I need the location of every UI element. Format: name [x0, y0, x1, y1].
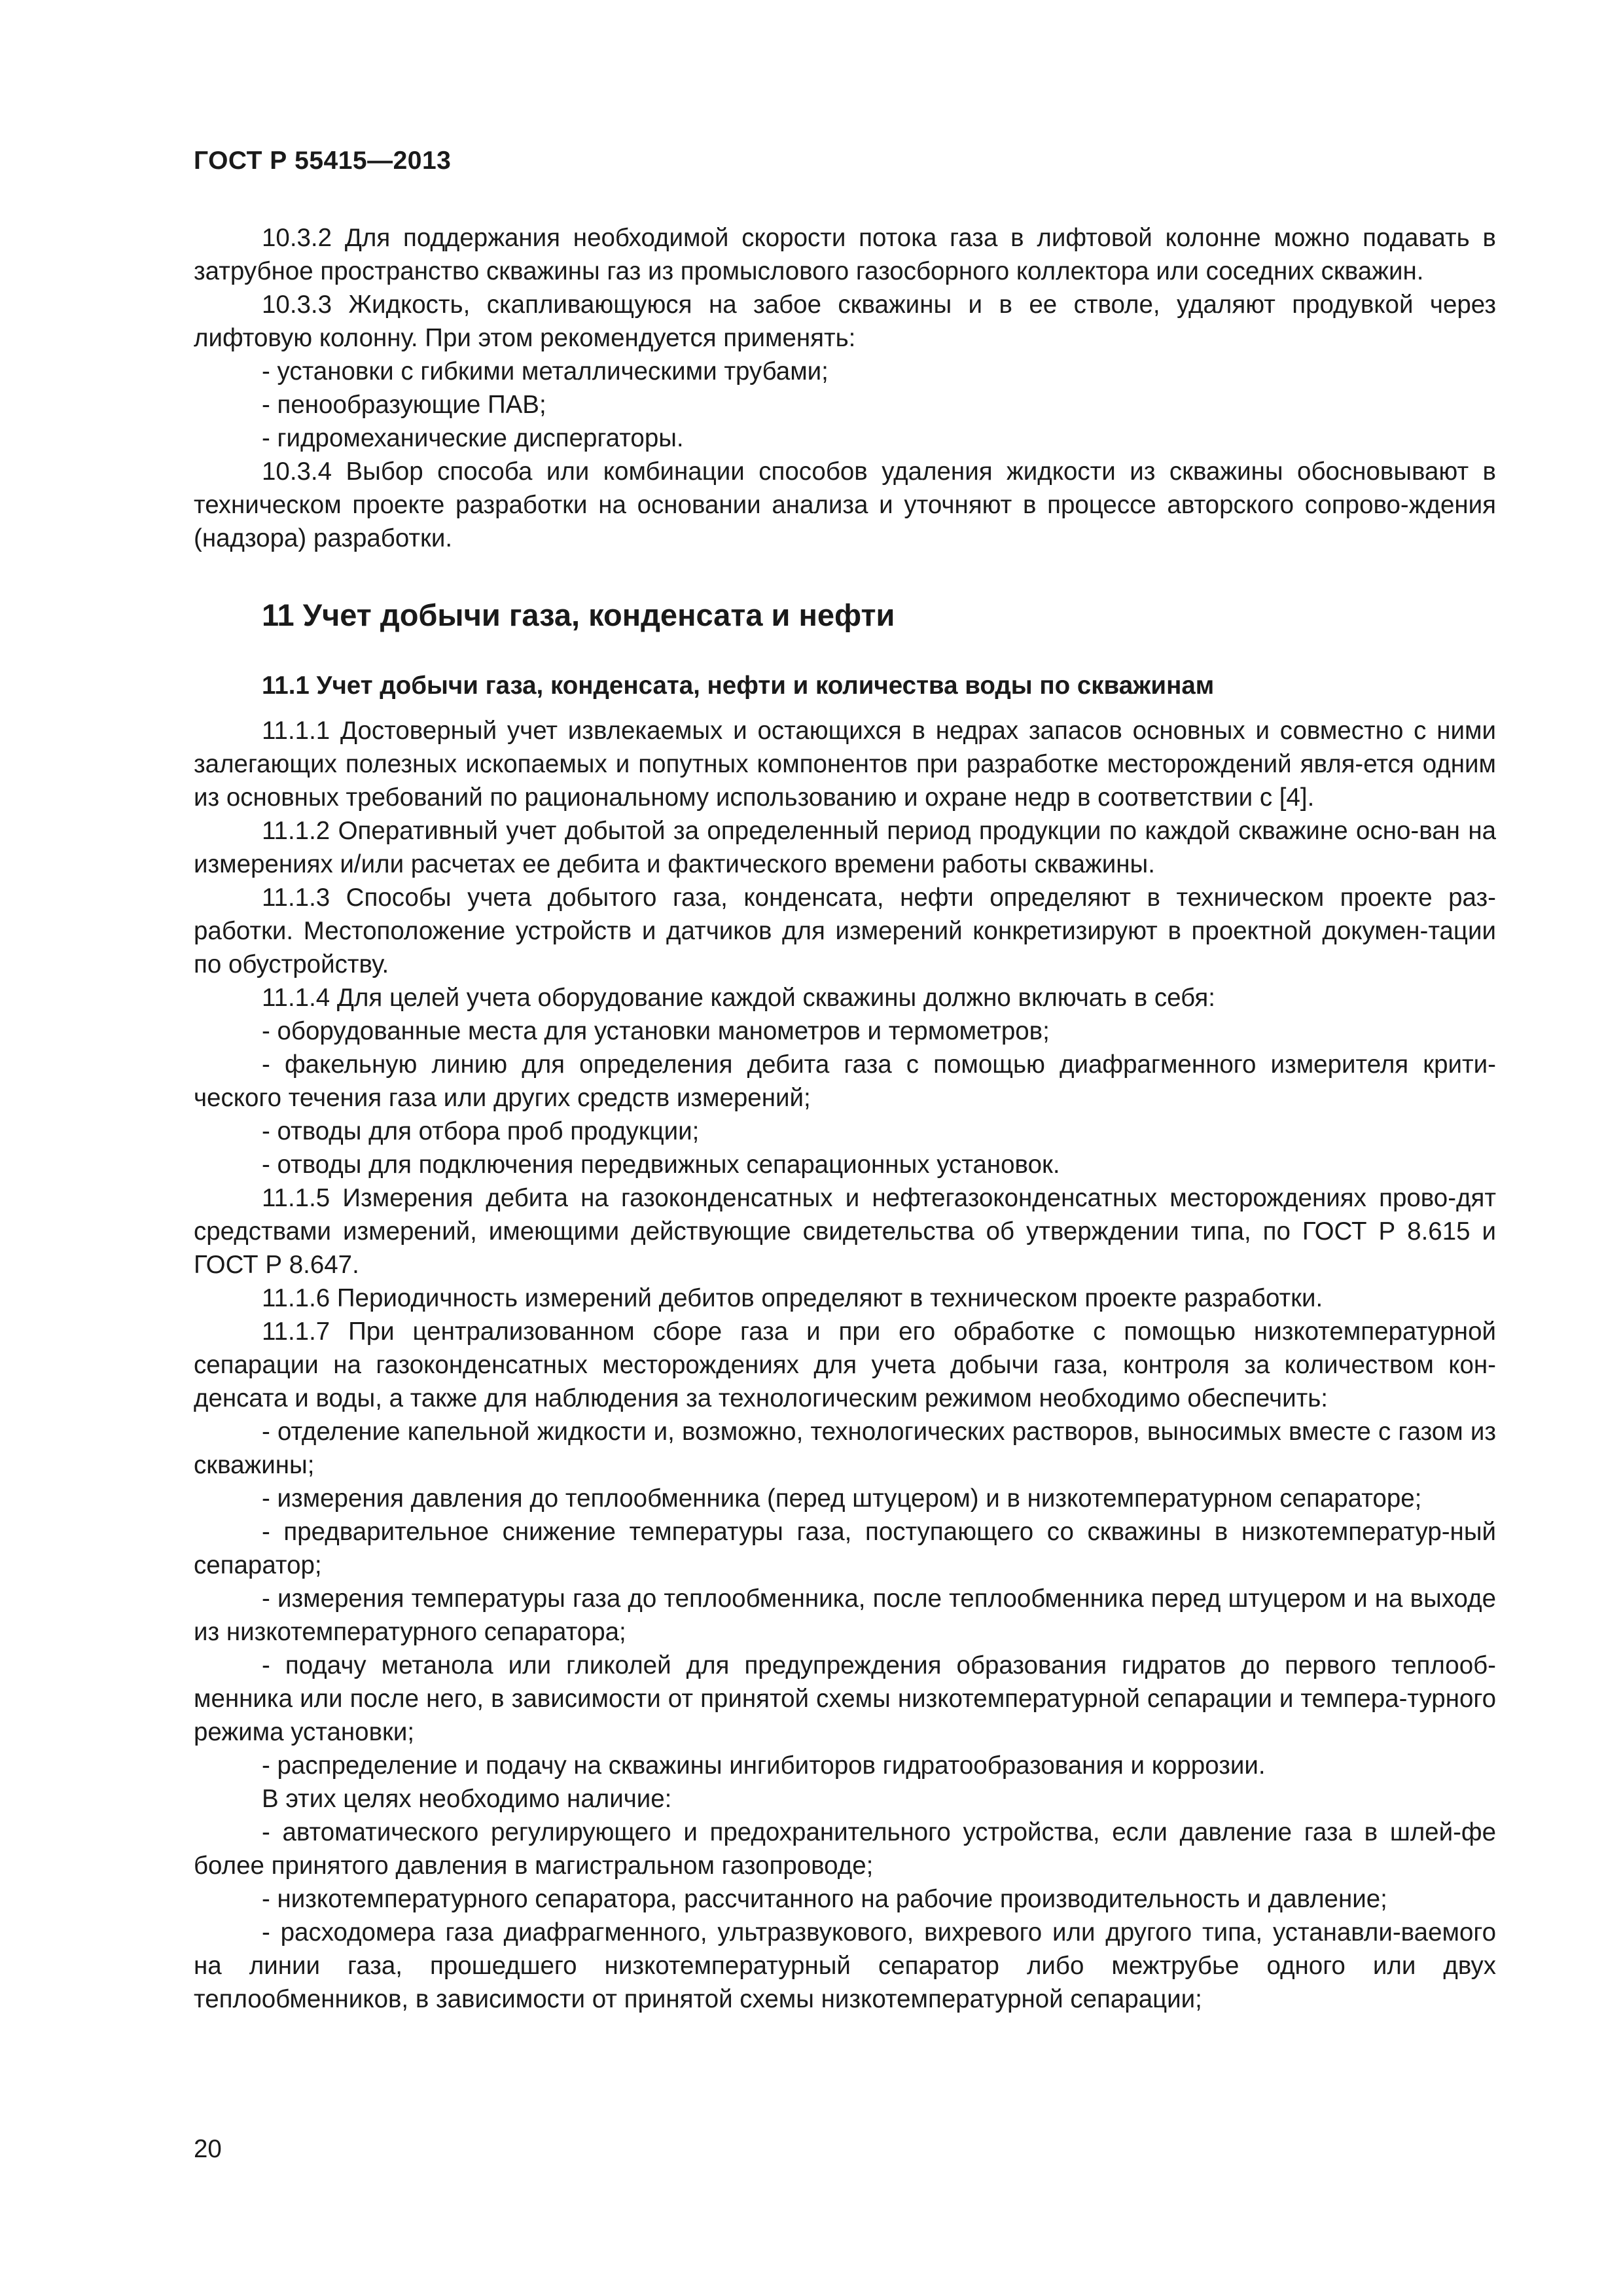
document-id-header: ГОСТ Р 55415—2013	[194, 147, 452, 175]
paragraph-11-1-5: 11.1.5 Измерения дебита на газоконденсатных и нефтегазоконденсатных месторождениях прово-дят средствами измерений, имеющими действующие свидетельства об утверждении типа, по ГОСТ Р 8.615 и ГОСТ Р 8.647.	[194, 1184, 1496, 1279]
list-item: - гидромеханические диспергаторы.	[262, 424, 684, 452]
list-item: - предварительное снижение температуры газа, поступающего со скважины в низкотемператур-ный сепаратор;	[194, 1518, 1496, 1579]
document-body	[194, 221, 1496, 2016]
list-item: - распределение и подачу на скважины ингибиторов гидратообразования и коррозии.	[262, 1751, 1266, 1780]
section-heading-11: 11 Учет добычи газа, конденсата и нефти	[262, 598, 895, 632]
paragraph-11-1-3: 11.1.3 Способы учета добытого газа, конденсата, нефти определяют в техническом проекте раз-работки. Местоположение устройств и датчиков для измерений конкретизируют в проектной докумен-тации по обустройству.	[194, 884, 1496, 978]
list-item: - измерения температуры газа до теплообменника, после теплообменника перед штуцером и на выходе из низкотемпературного сепаратора;	[194, 1585, 1496, 1646]
list-item: - подачу метанола или гликолей для предупреждения образования гидратов до первого теплооб-менника или после него, в зависимости от принятой схемы низкотемпературной сепарации и темпера-турного режима установки;	[194, 1651, 1496, 1746]
list-item: - отделение капельной жидкости и, возможно, технологических растворов, выносимых вместе с газом из скважины;	[194, 1418, 1496, 1479]
paragraph-11-1-4: 11.1.4 Для целей учета оборудование каждой скважины должно включать в себя:	[262, 984, 1215, 1012]
list-item: - отводы для отбора проб продукции;	[262, 1117, 700, 1145]
list-item: - отводы для подключения передвижных сепарационных установок.	[262, 1151, 1060, 1179]
paragraph-11-1-7: 11.1.7 При централизованном сборе газа и при его обработке с помощью низкотемпературной сепарации на газоконденсатных месторождениях для учета добычи газа, контроля за количеством кон-денсата и воды, а также для наблюдения за технологическим режимом необходимо обеспечить:	[194, 1318, 1496, 1412]
list-item: - факельную линию для определения дебита газа с помощью диафрагменного измерителя крити-ческого течения газа или других средств измерений;	[194, 1050, 1496, 1112]
list-item: - установки с гибкими металлическими трубами;	[262, 357, 829, 386]
list-item: - измерения давления до теплообменника (перед штуцером) и в низкотемпературном сепараторе;	[262, 1484, 1422, 1513]
paragraph-10-3-2: 10.3.2 Для поддержания необходимой скорости потока газа в лифтовой колонне можно подавать в затрубное пространство скважины газ из промыслового газосборного коллектора или соседних скважин.	[194, 224, 1496, 285]
subsection-heading-11-1: 11.1 Учет добычи газа, конденсата, нефти и количества воды по скважинам	[262, 672, 1215, 700]
page-number: 20	[194, 2135, 222, 2163]
paragraph-10-3-4: 10.3.4 Выбор способа или комбинации способов удаления жидкости из скважины обосновывают в техническом проекте разработки на основании анализа и уточняют в процессе авторского сопрово-ждения (надзора) разработки.	[194, 457, 1496, 552]
paragraph-10-3-3: 10.3.3 Жидкость, скапливающуюся на забое скважины и в ее стволе, удаляют продувкой через лифтовую колонну. При этом рекомендуется применять:	[194, 291, 1496, 352]
paragraph-11-1-1: 11.1.1 Достоверный учет извлекаемых и остающихся в недрах запасов основных и совместно с ними залегающих полезных ископаемых и попутных компонентов при разработке месторождений явля-ется одним из основных требований по рациональному использованию и охране недр в соответствии с [4].	[194, 717, 1496, 812]
list-item: - пенообразующие ПАВ;	[262, 391, 546, 419]
paragraph-11-1-2: 11.1.2 Оперативный учет добытой за определенный период продукции по каждой скважине осно-ван на измерениях и/или расчетах ее дебита и фактического времени работы скважины.	[194, 817, 1496, 878]
paragraph-requirements-intro: В этих целях необходимо наличие:	[262, 1785, 672, 1813]
paragraph-11-1-6: 11.1.6 Периодичность измерений дебитов определяют в техническом проекте разработки.	[262, 1284, 1323, 1312]
list-item: - расходомера газа диафрагменного, ультразвукового, вихревого или другого типа, устанавли-ваемого на линии газа, прошедшего низкотемпературный сепаратор либо межтрубье одного или двух теплообменников, в зависимости от принятой схемы низкотемпературной сепарации;	[194, 1918, 1496, 2013]
list-item: - автоматического регулирующего и предохранительного устройства, если давление газа в шлей-фе более принятого давления в магистральном газопроводе;	[194, 1818, 1496, 1880]
list-item: - низкотемпературного сепаратора, рассчитанного на рабочие производительность и давление;	[262, 1885, 1387, 1913]
list-item: - оборудованные места для установки манометров и термометров;	[262, 1017, 1050, 1045]
